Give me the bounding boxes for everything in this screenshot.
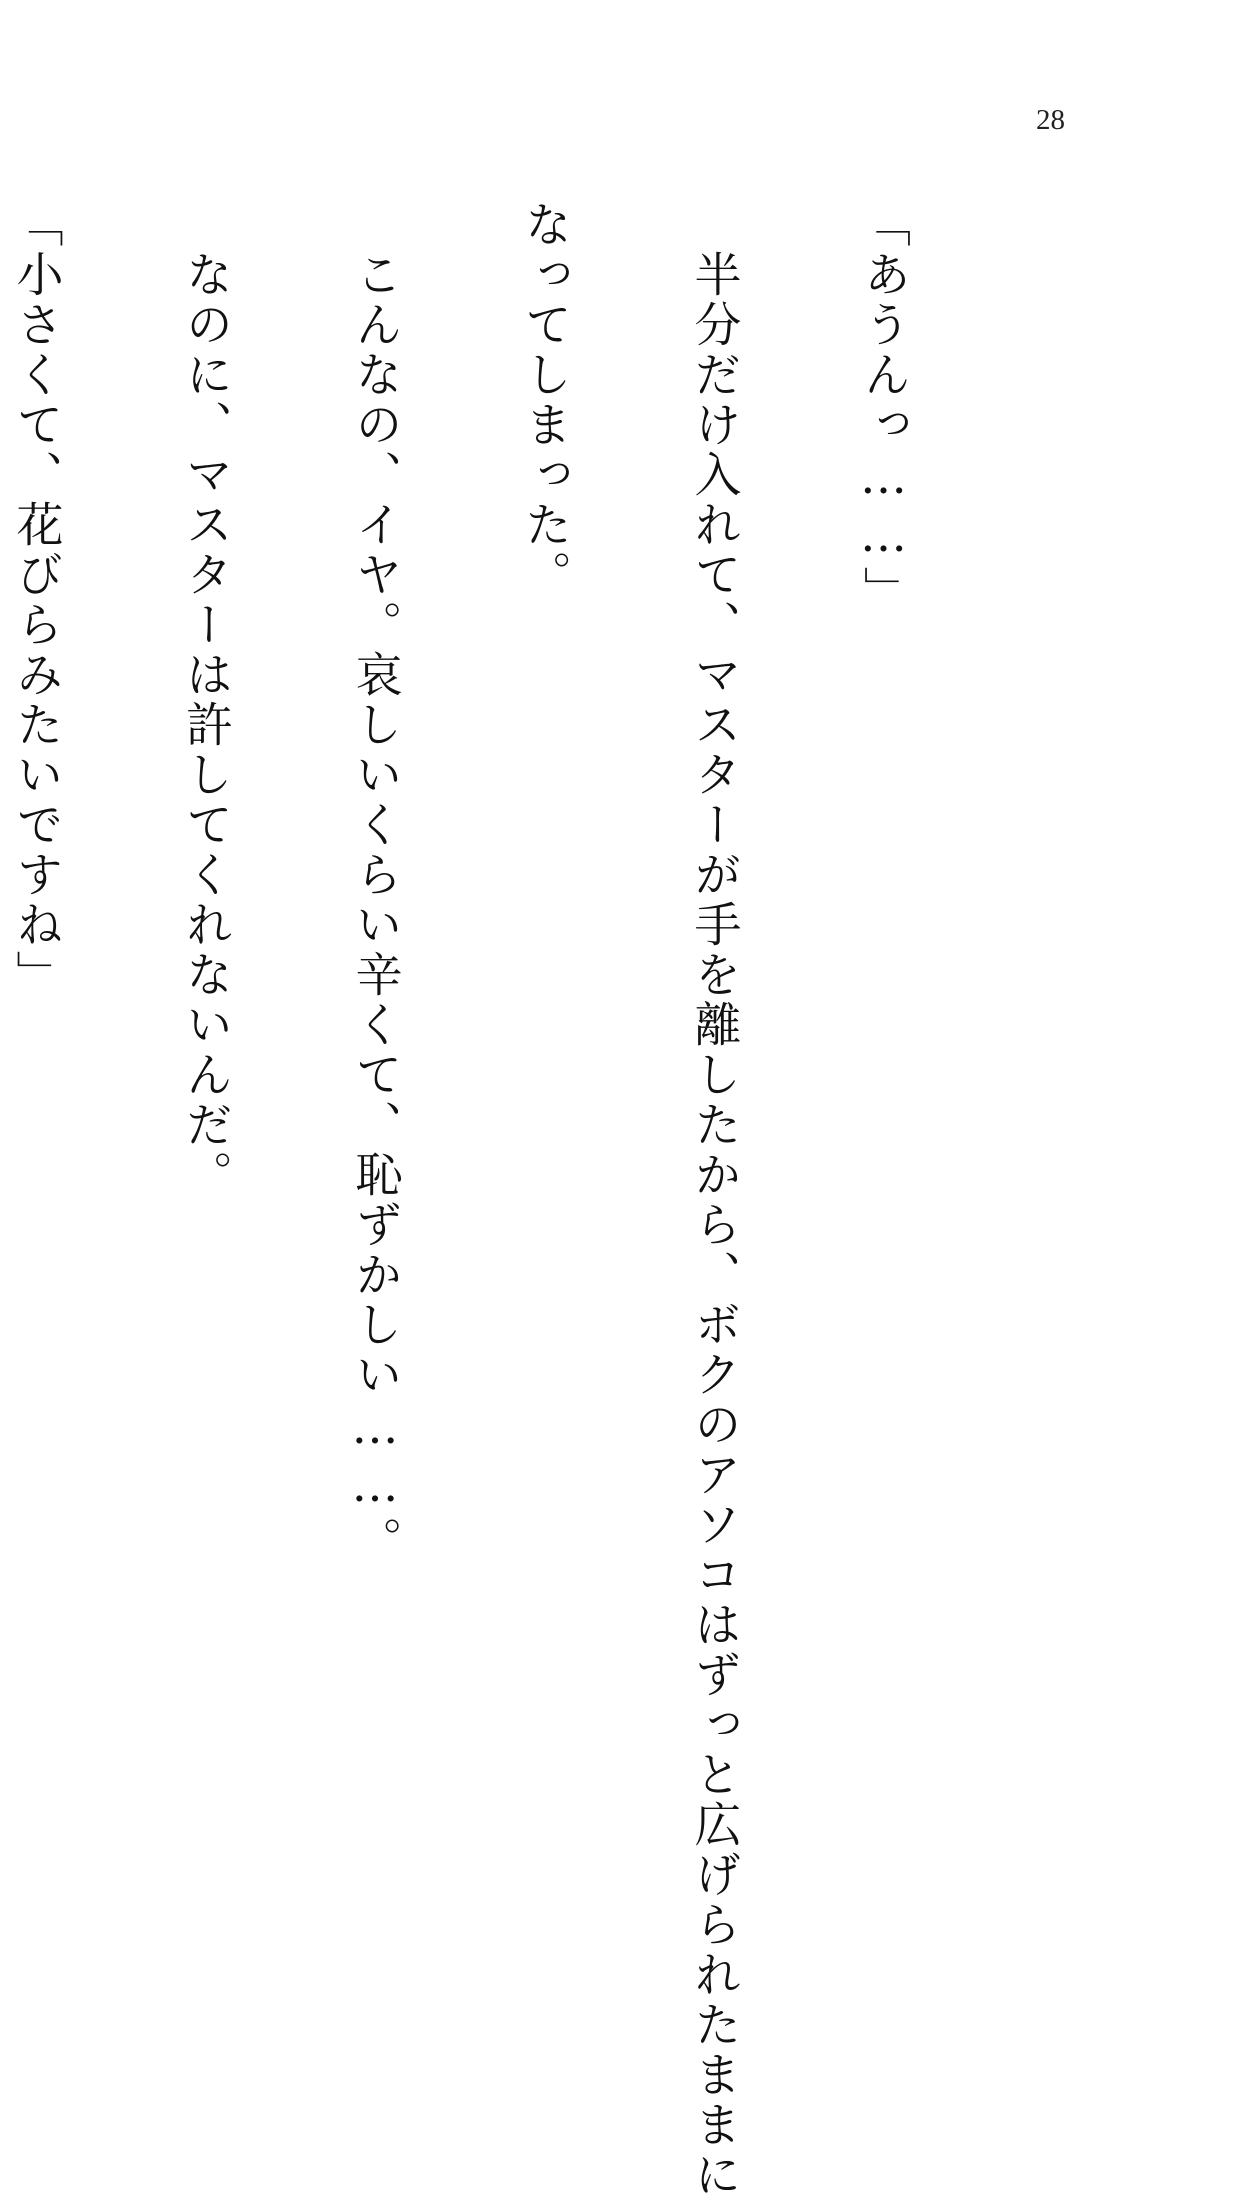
text-line: 「あうんっ……」	[856, 200, 911, 616]
text-line: こんなの、イヤ。哀しいくらい辛くて、恥ずかしい……。	[347, 200, 403, 1566]
text-line: 「小さくて、花びらみたいですね」	[8, 200, 64, 1000]
page-number: 28	[1036, 104, 1065, 136]
text-line: なのに、マスターは許してくれないんだ。	[178, 200, 233, 1200]
text-line: なってしまった。	[517, 200, 572, 600]
body-text	[8, 200, 1024, 2200]
text-line: 半分だけ入れて、マスターが手を離したから、ボクのアソコはずっと広げられたままに	[686, 200, 742, 2200]
